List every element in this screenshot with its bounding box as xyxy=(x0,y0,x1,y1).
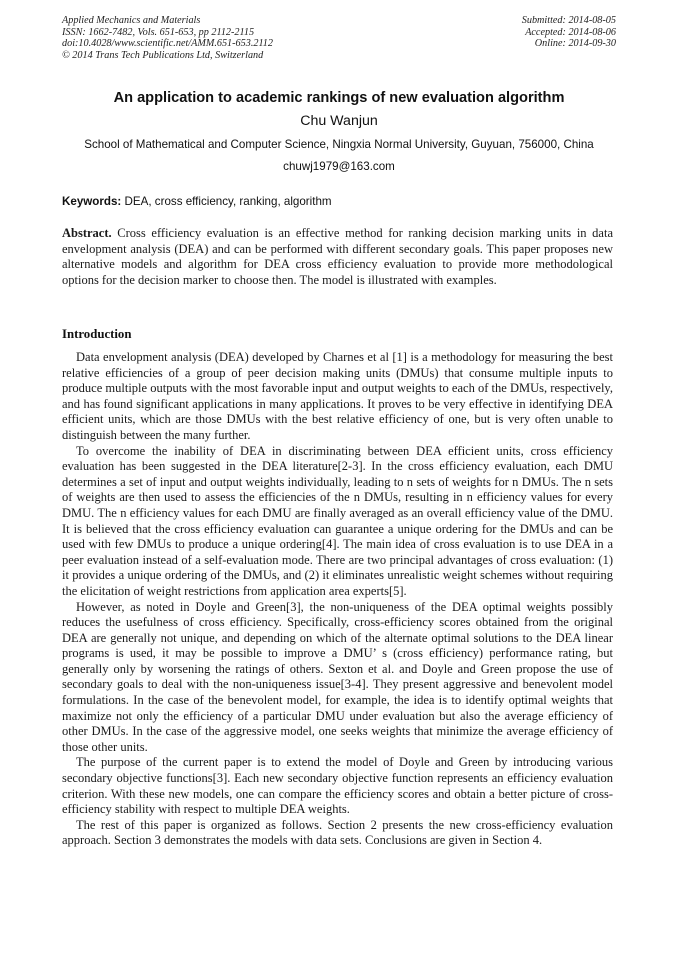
keywords xyxy=(62,195,332,208)
journal-name: Applied Mechanics and Materials xyxy=(62,15,201,26)
introduction-heading: Introduction xyxy=(62,327,132,341)
paper-title: An application to academic rankings of new evaluation algorithm xyxy=(113,90,565,106)
intro-paragraph-2: To overcome the inability of DEA in discriminating between DEA efficient units, cross efficiency evaluation has been suggested in the DEA literature[2-3]. In the cross efficiency evaluation, each DMU determines a set of input and output weights individually, leading to n sets of weights for n DMUs. The n sets of weights are then used to assess the efficiencies of the n DMUs, resulting in n efficiency values for every DMU. The n efficiency values for each DMU are finally averaged as an overall efficiency value of the DMU. It is believed that the cross efficiency evaluation can guarantee a unique ordering for the DMUs and can be used with few DMUs to produce a unique ordering[4]. The main idea of cross evaluation is to use DEA in a peer evaluation instead of a self-evaluation mode. There are two principal advantages of cross evaluation: (1) it provides a unique ordering of the DMUs, and (2) it eliminates unrealistic weight schemes without requiring the elicitation of weight restrictions from application area experts[5]. xyxy=(62,443,613,598)
submitted-date: Submitted: 2014-08-05 xyxy=(521,15,616,26)
abstract xyxy=(62,226,613,288)
author-affiliation: School of Mathematical and Computer Science, Ningxia Normal University, Guyuan, 756000, China xyxy=(84,138,594,151)
journal-info xyxy=(62,15,273,61)
online-date: Online: 2014-09-30 xyxy=(534,38,616,50)
journal-doi: doi:10.4028/www.scientific.net/AMM.651-653.2112 xyxy=(62,38,273,50)
intro-paragraph-1: Data envelopment analysis (DEA) developed by Charnes et al [1] is a methodology for measuring the best relative efficiencies of a group of peer decision making units (DMUs) that consume multiple inputs to produce multiple outputs with the most favorable input and output weights to each of the DMUs, respectively, and has found significant applications in many applications. It proves to be very effective in identifying DEA efficient units, which are those DMUs with the best relative efficiency of one, but is very often unable to distinguish between the many further. xyxy=(62,350,613,442)
author-name: Chu Wanjun xyxy=(300,113,378,129)
keywords-label: Keywords: xyxy=(62,195,122,208)
intro-paragraph-5: The rest of this paper is organized as follows. Section 2 presents the new cross-efficiency evaluation approach. Section 3 demonstrates the models with data sets. Conclusions are given in Section 4. xyxy=(62,817,613,848)
intro-paragraph-4: The purpose of the current paper is to extend the model of Doyle and Green by introducing various secondary objective functions[3]. Each new secondary objective function represents an efficiency evaluation criterion. With these new models, one can compare the efficiency scores and obtain a better picture of cross-efficiency stability with respect to multiple DEA weights. xyxy=(62,755,613,817)
intro-paragraph-3: However, as noted in Doyle and Green[3], the non-uniqueness of the DEA optimal weights possibly reduces the usefulness of cross efficiency. Specifically, cross-efficiency scores obtained from the original DEA are generally not unique, and depending on which of the alternate optimal solutions to the DEA linear programs is used, it may be possible to improve a DMU’ s (cross efficiency) performance rating, but generally only by worsening the ratings of others. Sexton et al. and Doyle and Green propose the use of secondary goals to deal with the non-uniqueness issue[3-4]. They present aggressive and benevolent model formulations. In the case of the benevolent model, for example, the idea is to identify optimal weights that maximize not only the efficiency of a particular DMU under evaluation but also the average efficiency of other DMUs. In the case of the aggressive model, one seeks weights that minimize the average efficiency of those other units. xyxy=(62,599,613,754)
accepted-date: Accepted: 2014-08-06 xyxy=(525,26,616,38)
author-email: chuwj1979@163.com xyxy=(283,160,395,173)
introduction-body xyxy=(62,350,613,849)
journal-copyright: © 2014 Trans Tech Publications Ltd, Switzerland xyxy=(62,49,264,61)
submission-dates xyxy=(522,15,616,50)
abstract-text: Cross efficiency evaluation is an effective method for ranking decision marking units in data envelopment analysis (DEA) and can be performed with different secondary goals. This paper proposes new alternative models and algorithm for DEA cross efficiency evaluation to provide more methodological options for the decision marker to choose then. The model is illustrated with examples. xyxy=(62,226,614,287)
abstract-label: Abstract. xyxy=(62,226,112,240)
journal-issn: ISSN: 1662-7482, Vols. 651-653, pp 2112-2115 xyxy=(62,26,255,38)
keywords-text: DEA, cross efficiency, ranking, algorithm xyxy=(124,195,332,208)
